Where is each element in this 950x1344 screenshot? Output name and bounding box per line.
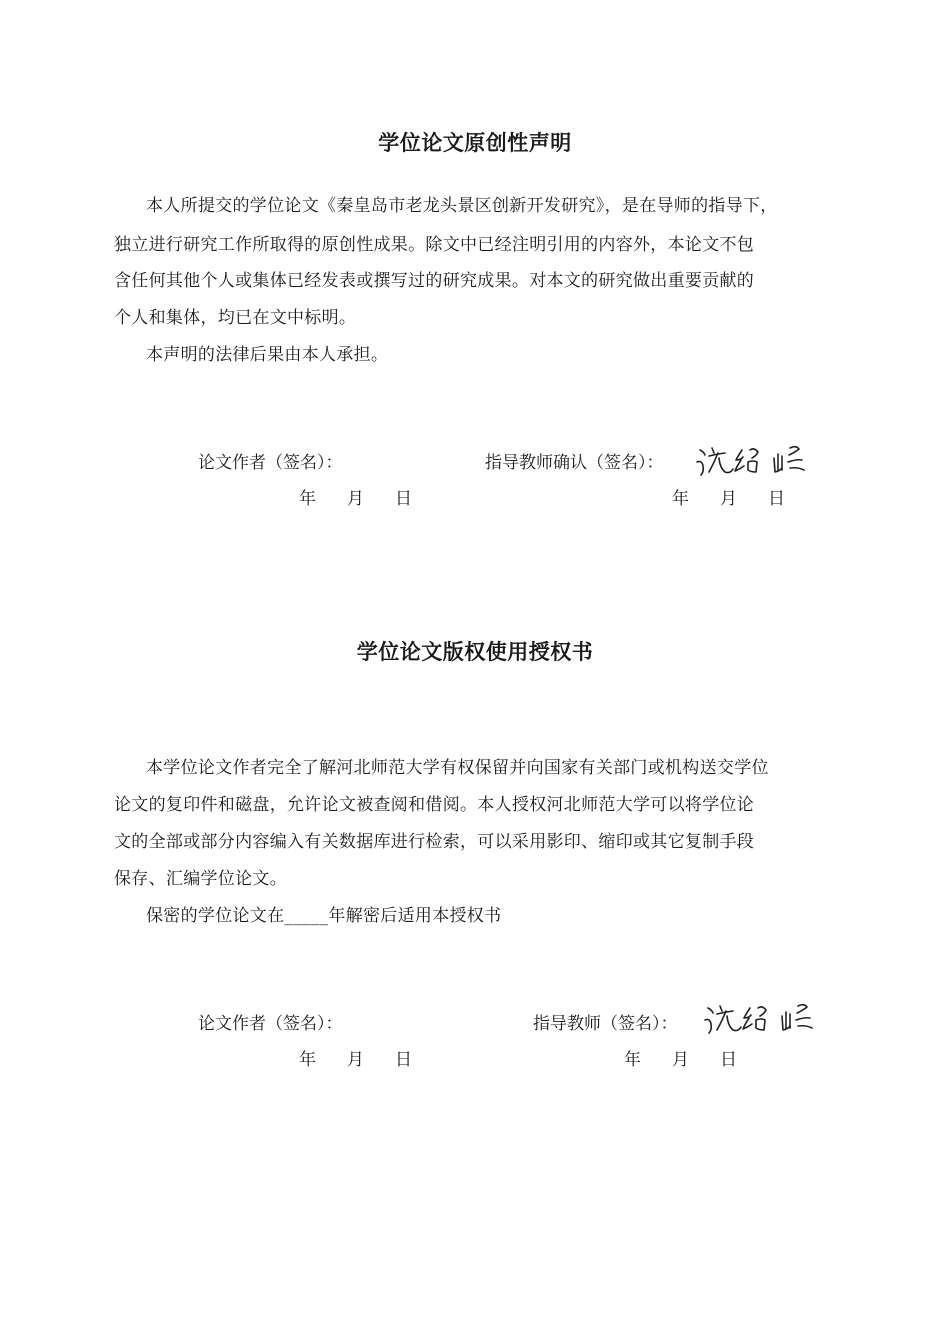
auth-advisor-date-year: 年 (624, 1050, 641, 1070)
declaration-liability: 本声明的法律后果由本人承担。 (146, 345, 389, 365)
authorization-line-4: 保存、汇编学位论文。 (114, 869, 287, 889)
advisor-date-year: 年 (672, 489, 689, 509)
declaration-line-3: 含任何其他个人或集体已经发表或撰写过的研究成果。对本文的研究做出重要贡献的 (114, 271, 755, 291)
authorization-line-3: 文的全部或部分内容编入有关数据库进行检索，可以采用影印、缩印或其它复制手段 (114, 832, 755, 852)
declaration-line-2: 独立进行研究工作所取得的原创性成果。除文中已经注明引用的内容外，本论文不包 (114, 235, 755, 255)
authorization-line-1: 本学位论文作者完全了解河北师范大学有权保留并向国家有关部门或机构送交学位 (146, 758, 769, 778)
auth-author-date-day: 日 (395, 1050, 412, 1070)
author-date-month: 月 (347, 489, 364, 509)
auth-advisor-date-day: 日 (720, 1050, 737, 1070)
declaration-title: 学位论文原创性声明 (378, 131, 572, 155)
auth-author-sign-label: 论文作者（签名）： (198, 1014, 343, 1034)
declaration-line-1: 本人所提交的学位论文《秦皇岛市老龙头景区创新开发研究》，是在导师的指导下， (146, 196, 778, 216)
author-sign-label: 论文作者（签名）： (198, 453, 343, 473)
advisor-date-day: 日 (768, 489, 785, 509)
auth-advisor-date-month: 月 (672, 1050, 689, 1070)
auth-advisor-sign-label: 指导教师（签名）： (533, 1014, 678, 1034)
advisor-date-month: 月 (720, 489, 737, 509)
author-date-day: 日 (395, 489, 412, 509)
auth-author-date-month: 月 (347, 1050, 364, 1070)
secrecy-line: 保密的学位论文在_____年解密后适用本授权书 (146, 906, 502, 926)
auth-advisor-handwritten-signature (702, 996, 826, 1036)
declaration-line-4: 个人和集体，均已在文中标明。 (114, 308, 357, 328)
author-date-year: 年 (299, 489, 316, 509)
authorization-title: 学位论文版权使用授权书 (356, 640, 594, 664)
auth-author-date-year: 年 (299, 1050, 316, 1070)
authorization-line-2: 论文的复印件和磁盘，允许论文被查阅和借阅。本人授权河北师范大学可以将学位论 (114, 795, 755, 815)
advisor-confirm-sign-label: 指导教师确认（签名）： (485, 453, 664, 473)
advisor-handwritten-signature (694, 438, 818, 478)
